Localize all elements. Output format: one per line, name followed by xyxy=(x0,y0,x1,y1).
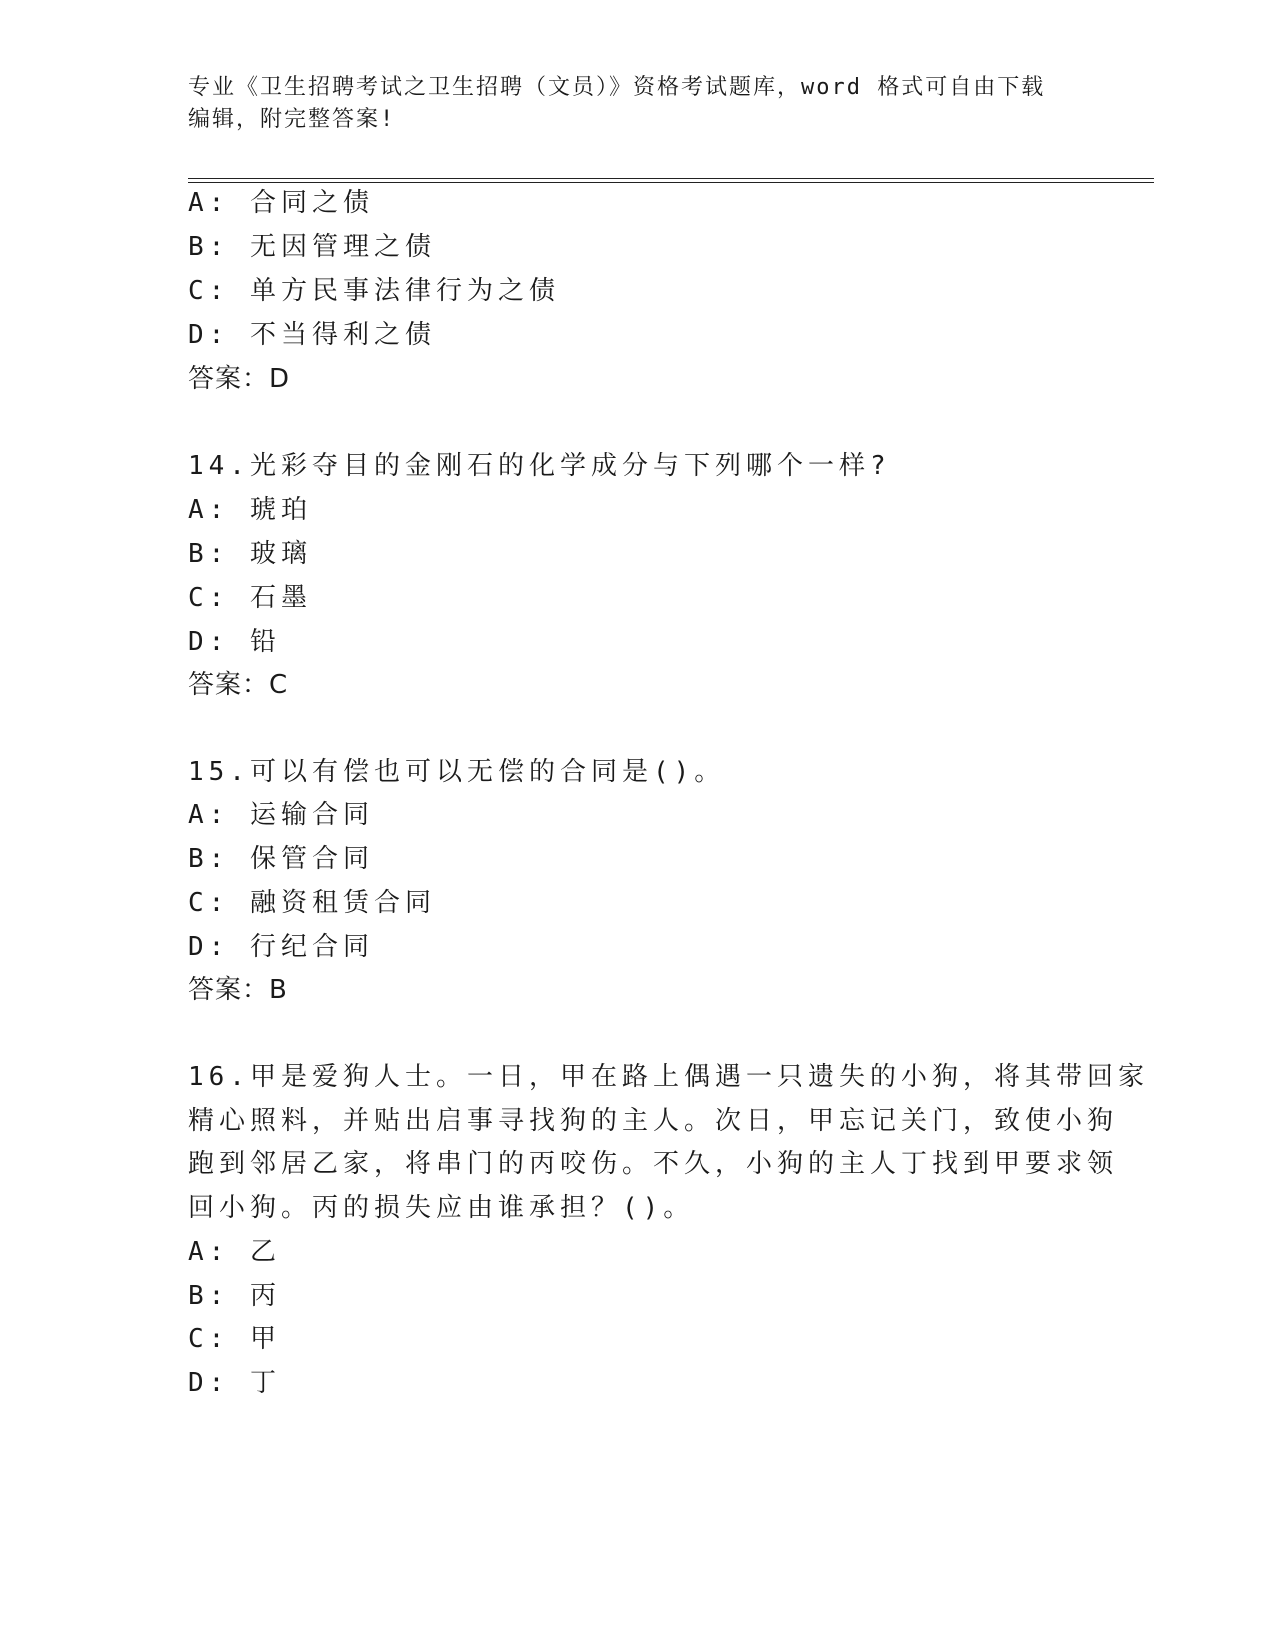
q16-option-b: B: 丙 xyxy=(188,1281,281,1311)
q16-option-d: D: 丁 xyxy=(188,1368,281,1398)
q14-option-c: C: 石墨 xyxy=(188,583,312,613)
header-line-1: 专业《卫生招聘考试之卫生招聘（文员）》资格考试题库，word 格式可自由下载 xyxy=(188,75,1046,100)
header-line-2: 编辑，附完整答案! xyxy=(188,107,396,132)
q16-question-line-4: 回小狗。丙的损失应由谁承担？()。 xyxy=(188,1193,695,1223)
q13-answer: 答案：D xyxy=(188,364,291,394)
q16-option-c: C: 甲 xyxy=(188,1324,281,1354)
q15-option-b: B: 保管合同 xyxy=(188,844,374,874)
q13-option-a: A: 合同之债 xyxy=(188,188,374,218)
q13-option-b: B: 无因管理之债 xyxy=(188,232,436,262)
document-header xyxy=(188,72,1088,136)
q14-answer: 答案：C xyxy=(188,670,289,700)
q14-option-d: D: 铅 xyxy=(188,627,281,657)
q14-question: 14.光彩夺目的金刚石的化学成分与下列哪个一样? xyxy=(188,451,891,481)
q15-option-d: D: 行纪合同 xyxy=(188,932,374,962)
q15-question: 15.可以有偿也可以无偿的合同是()。 xyxy=(188,757,726,787)
q16-option-a: A: 乙 xyxy=(188,1237,281,1267)
q15-answer: 答案：B xyxy=(188,975,288,1005)
q14-option-b: B: 玻璃 xyxy=(188,539,312,569)
q16-question-line-2: 精心照料，并贴出启事寻找狗的主人。次日，甲忘记关门，致使小狗 xyxy=(188,1106,1119,1136)
q15-option-c: C: 融资租赁合同 xyxy=(188,888,436,918)
q13-option-d: D: 不当得利之债 xyxy=(188,320,436,350)
q14-option-a: A: 琥珀 xyxy=(188,495,312,525)
q15-option-a: A: 运输合同 xyxy=(188,800,374,830)
q16-question-line-1: 16.甲是爱狗人士。一日，甲在路上偶遇一只遗失的小狗，将其带回家 xyxy=(188,1062,1149,1092)
q16-question-line-3: 跑到邻居乙家，将串门的丙咬伤。不久，小狗的主人丁找到甲要求领 xyxy=(188,1149,1119,1179)
q13-option-c: C: 单方民事法律行为之债 xyxy=(188,276,560,306)
